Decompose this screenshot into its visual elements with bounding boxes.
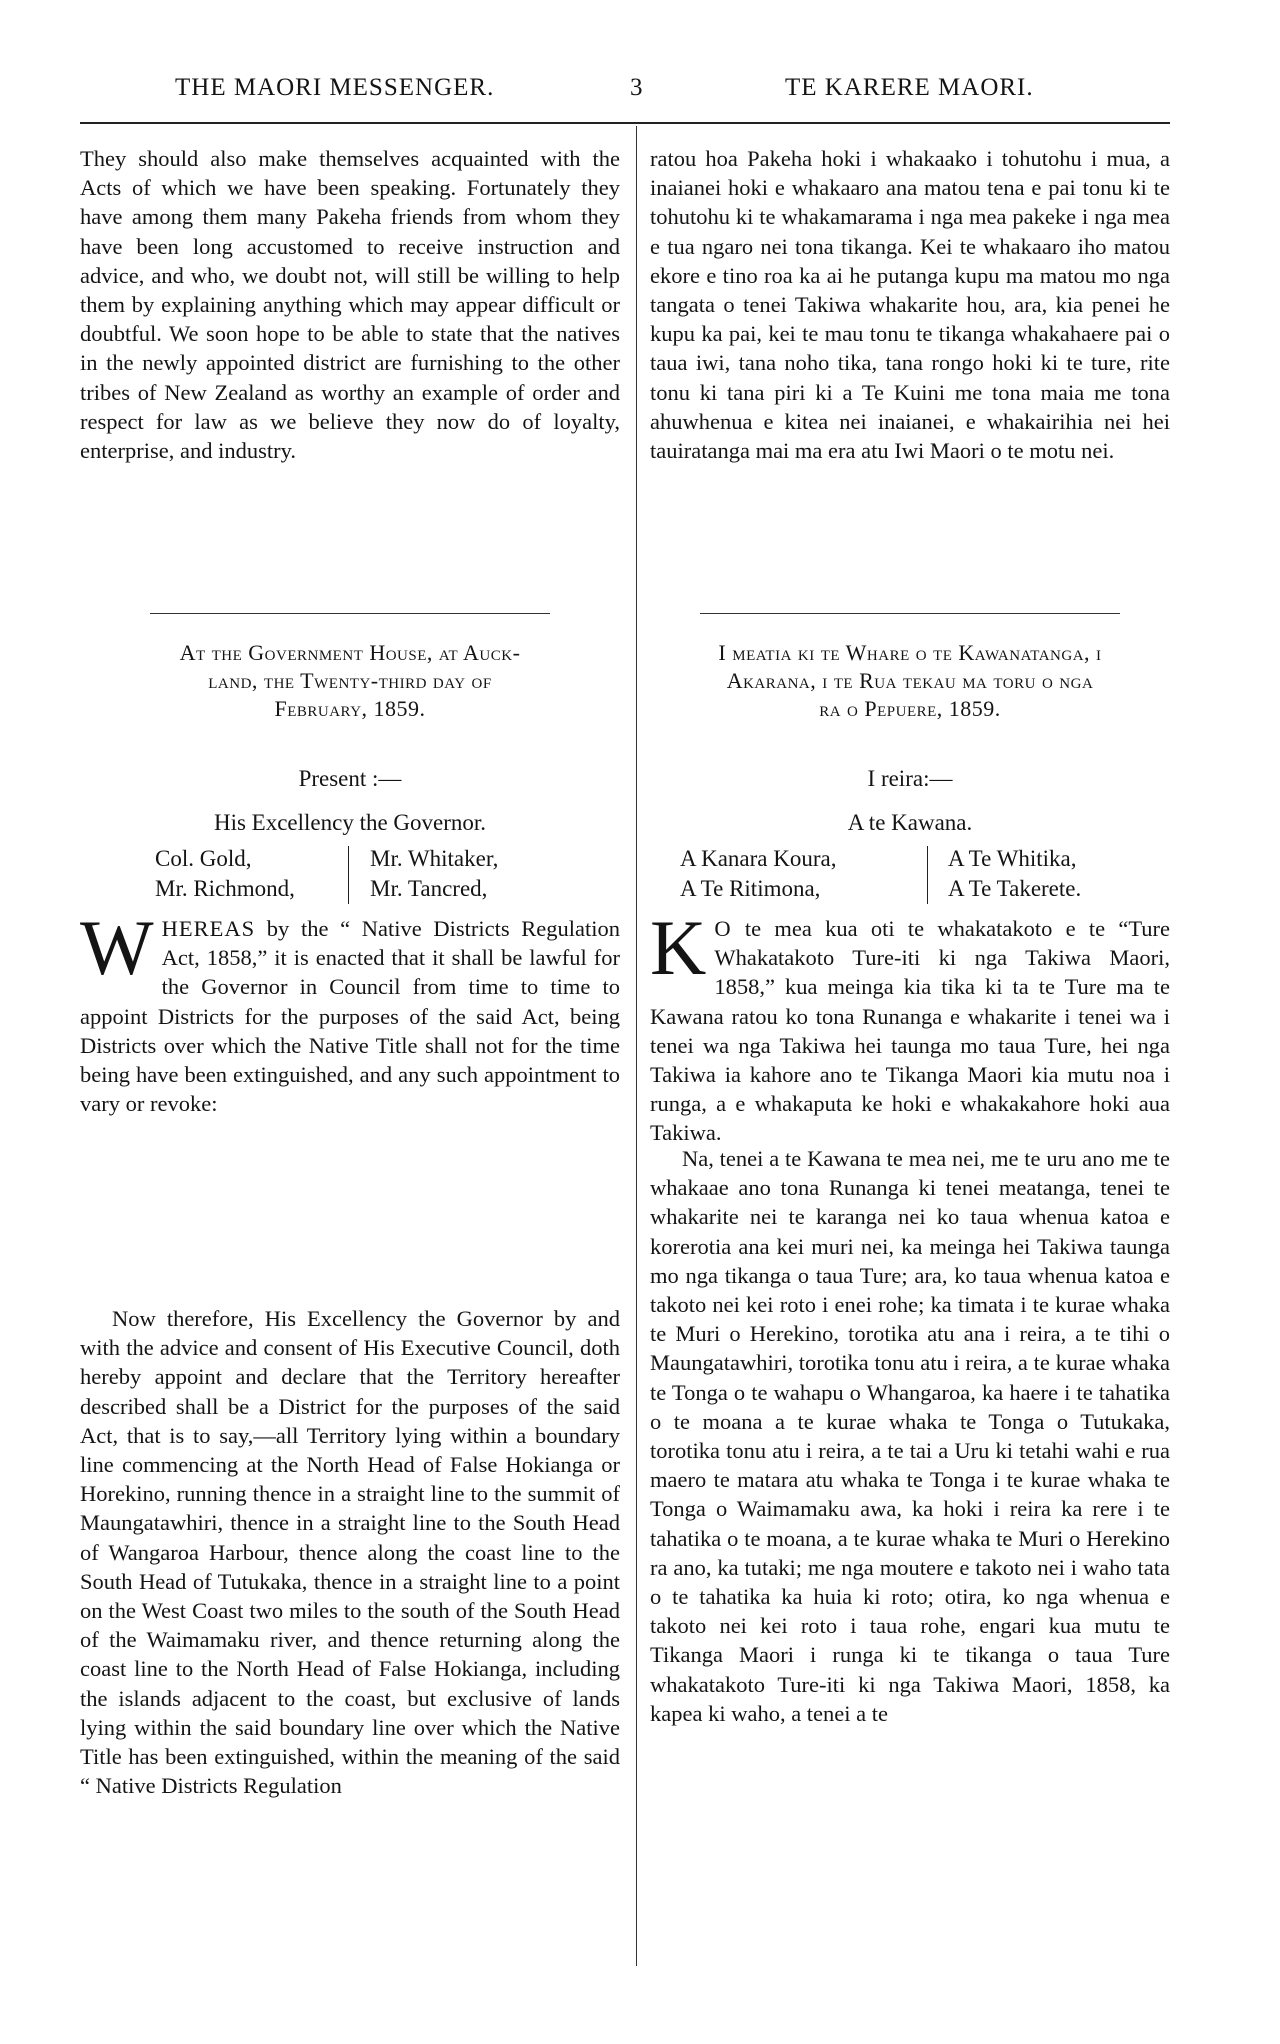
english-proclamation-heading [80, 639, 620, 723]
maori-presiding: A te Kawana. [847, 810, 973, 835]
english-now-therefore-paragraph [80, 1304, 620, 1800]
page-number: 3 [630, 74, 644, 101]
maori-section-rule [700, 613, 1120, 614]
english-now-therefore-text: Now therefore, His Excellency the Governor by and with the advice and consent of His Executive Council, doth hereby appoint and declare that the Territory hereafter described shall be a District for the purposes of the said Act, that is to say,—all Territory lying within a boundary line commencing at the North Head of False Hokianga or Horekino, running thence in a straight line to the summit of Maungatawhiri, thence in a straight line to the South Head of Wangaroa Harbour, thence along the coast line to the South Head of Tutukaka, thence in a straight line to a point on the West Coast two miles to the south of the South Head of the Waimamaku river, and thence returning along the coast line to the North Head of False Hokianga, including the islands adjacent to the coast, but exclusive of lands lying within the said boundary line over which the Native Title has been extinguished, within the meaning of the said “ Native Districts Regulation [80, 1306, 620, 1799]
english-intro-text: They should also make themselves acquainted with the Acts of which we have been speaking. Fortunately they have among them many Pakeha friends from whom they have been long accustomed to receive instruction and advice, and who, we doubt not, will still be willing to help them by explaining anything which may appear difficult or doubtful. We soon hope to be able to state that the natives in the newly appointed district are furnishing to the other tribes of New Zealand as worthy an example of order and respect for law as we believe they now do of loyalty, enterprise, and industry. [80, 146, 620, 464]
english-heading-line-3: February, 1859. [274, 696, 426, 721]
maori-council-members [650, 844, 1170, 908]
english-member-2: Mr. Richmond, [155, 876, 295, 901]
english-members-divider [348, 846, 349, 904]
maori-intro-paragraph [650, 144, 1170, 465]
maori-dropcap-k: K [650, 904, 707, 991]
english-member-3: Mr. Whitaker, [370, 846, 499, 871]
maori-member-3: A Te Whitika, [948, 846, 1077, 871]
header-english-title: THE MAORI MESSENGER. [175, 74, 495, 101]
english-present-label: Present :— [298, 766, 402, 791]
maori-member-2: A Te Ritimona, [680, 876, 821, 901]
maori-na-tenei-text: Na, tenei a te Kawana te mea nei, me te uru ano me te whakaae ano tona Runanga ki tenei meatanga, tenei te whakarite nei te karanga nei ko taua whenua katoa e korerotia ana kei muri nei, ka meinga hei Takiwa taunga mo nga tikanga o taua Ture; ara, ko taua whenua katoa e takoto nei kei roto i enei rohe; ka timata i te kurae whaka te Muri o Herekino, torotika atu ana i reira, a te tihi o Maungatawhiri, torotika tonu atu i reira, a te kurae whaka te Tonga o te wahapu o Whangaroa, ka haere i te tahatika o te moana a te kurae whaka te Tonga o Tutukaka, torotika tonu atu i reira, a te tai a Uru ki tetahi wahi e rua maero te matara atu whaka te Tonga i te kurae whaka te Tonga o Waimamaku awa, ka hoki i reira ka rere i te tahatika o te moana, a te kurae whaka te Muri o Herekino ra ano, ka tutaki; me nga moutere e takoto nei i waho tata o te tahatika ka huia ki roto; otira, ko nga whenua e takoto nei kei roto i taua rohe, engari kua mutu te Tikanga Maori i runga ki te tikanga o taua Ture whakatakoto Ture-iti ki nga Takiwa Maori, 1858, ka kapea ki waho, a tenei a te [650, 1146, 1170, 1726]
maori-member-1: A Kanara Koura, [680, 846, 837, 871]
maori-ko-te-mea-paragraph [650, 904, 1170, 1148]
english-member-1: Col. Gold, [155, 846, 252, 871]
english-whereas-text: by the “ Native Districts Regulation Act, 1858,” it is enacted that it shall be lawful for the Governor in Council from time to time to appoint Districts for the purposes of the said Act, being Districts over which the Native Title shall not for the time being have been extinguished, and any such appointment to vary or revoke: [80, 916, 620, 1117]
english-dropcap-w: W [80, 904, 154, 991]
maori-ko-firstword: O [714, 916, 732, 941]
column-divider [636, 126, 637, 1966]
running-header [0, 74, 1280, 114]
maori-present-label: I reira:— [867, 766, 953, 791]
english-heading-line-1: At the Government House, at Auck- [179, 640, 521, 665]
header-rule [80, 122, 1170, 124]
english-intro-paragraph [80, 144, 620, 465]
maori-heading-line-1: I meatia ki te Whare o te Kawanatanga, i [718, 640, 1102, 665]
english-member-4: Mr. Tancred, [370, 876, 488, 901]
maori-members-divider [927, 846, 928, 904]
english-section-rule [150, 613, 550, 614]
english-whereas-paragraph [80, 904, 620, 1118]
maori-ko-text: te mea kua oti te whakatakoto e te “Ture Whakatakoto Ture-iti ki nga Takiwa Maori, 1858,” kua meinga kia tika ki ta te Ture ma te Kawana ratou ko tona Runanga e whakarite i tenei wa i tenei wa nga Takiwa hei taunga mo taua Ture, hei nga Takiwa ia kahore ano te Tikanga Maori kia mutu noa i runga, a e whakaputa ke hoki e whakakahore hoki aua Takiwa. [650, 916, 1170, 1146]
maori-member-4: A Te Takerete. [948, 876, 1082, 901]
english-heading-line-2: land, the Twenty-third day of [208, 668, 492, 693]
maori-heading-line-2: Akarana, i te Rua tekau ma toru o nga [726, 668, 1094, 693]
header-maori-title: TE KARERE MAORI. [785, 74, 1034, 101]
english-whereas-firstword: HEREAS [161, 916, 256, 941]
maori-proclamation-heading [650, 639, 1170, 723]
maori-heading-line-3: ra o Pepuere, 1859. [819, 696, 1001, 721]
english-presiding: His Excellency the Governor. [213, 810, 487, 835]
maori-na-tenei-paragraph [650, 1144, 1170, 1728]
english-council-members [80, 844, 620, 908]
maori-intro-text: ratou hoa Pakeha hoki i whakaako i tohutohu i mua, a inaianei hoki e whakaaro ana matou tena e pai tonu ki te tohutohu ki te whakamarama i nga mea pakeke i nga mea e tua ngaro nei tona tikanga. Kei te whakaaro iho matou ekore e tino roa ka ai he putanga kupu ma matou mo nga tangata o tenei Takiwa whakarite hou, ara, kia penei he kupu ka pai, kei te mau tonu te tikanga whakahaere pai o taua iwi, tana noho tika, tana rongo hoki ki te ture, rite tonu ki tana piri ki a Te Kuini me tona maia me tona ahuwhenua e kitea nei inaianei, e whakairihia nei hei tauiratanga mai ma era atu Iwi Maori o te motu nei. [650, 146, 1170, 464]
